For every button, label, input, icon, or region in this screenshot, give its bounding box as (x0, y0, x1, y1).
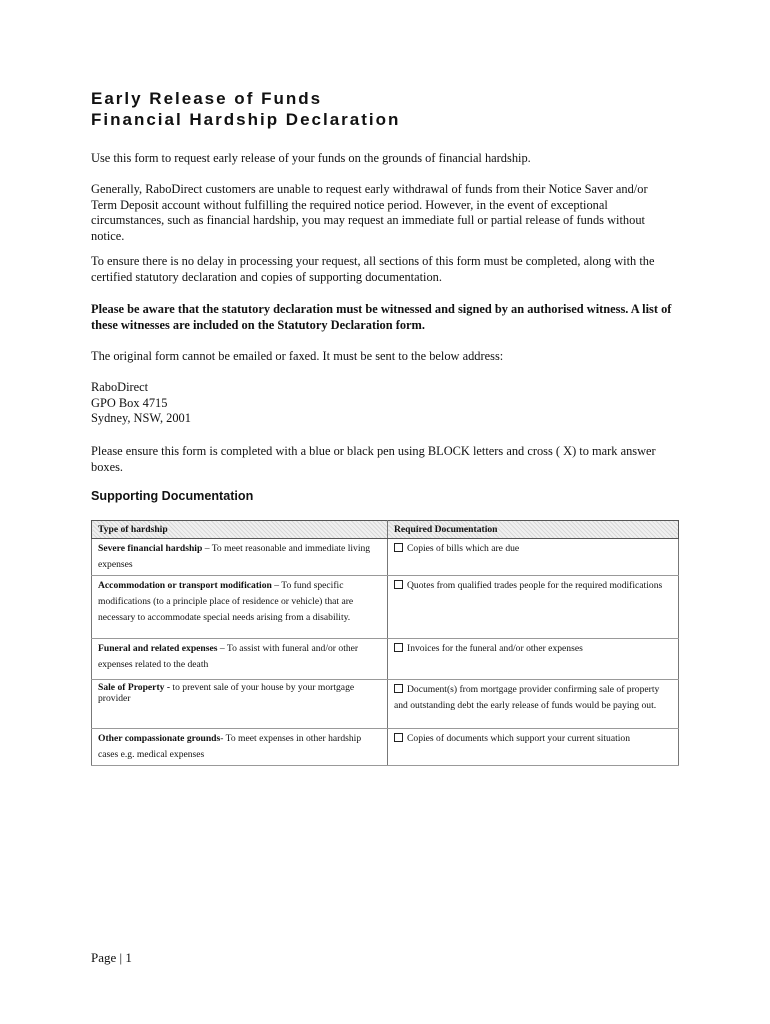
required-doc-cell (388, 680, 679, 729)
page-number: Page | 1 (91, 950, 132, 965)
title-line-2: Financial Hardship Declaration (91, 110, 401, 129)
required-doc-text: Quotes from qualified trades people for the required modifications (407, 580, 663, 591)
checkbox[interactable] (394, 684, 403, 693)
table-row (92, 576, 679, 639)
column-header-type: Type of hardship (92, 521, 388, 539)
checkbox[interactable] (394, 643, 403, 652)
address-line-2: GPO Box 4715 (91, 395, 168, 410)
table-row (92, 539, 679, 576)
hardship-type-cell (92, 539, 388, 576)
table-row (92, 639, 679, 680)
hardship-type-description: to prevent sale of your house by your mortgage provider (98, 682, 355, 704)
no-delay-paragraph: To ensure there is no delay in processing your request, all sections of this form must be completed, along with the certified statutory declaration and copies of supporting documentation. (91, 254, 655, 284)
hardship-type-name: Accommodation or transport modification (98, 580, 272, 591)
mailing-address (91, 380, 676, 427)
hardship-type-description: – To meet reasonable and immediate living expenses (98, 543, 371, 570)
hardship-type-cell (92, 680, 388, 729)
checkbox[interactable] (394, 733, 403, 742)
hardship-type-description: – To fund specific modifications (to a principle place of residence or vehicle) that are necessary to accommodate special needs arising from a disability. (98, 580, 354, 623)
hardship-type-description: - To meet expenses in other hardship cases e.g. medical expenses (98, 733, 362, 760)
intro-paragraph: Use this form to request early release of your funds on the grounds of financial hardship. (91, 151, 531, 165)
original-form-paragraph: The original form cannot be emailed or faxed. It must be sent to the below address: (91, 349, 504, 363)
pen-instructions-paragraph: Please ensure this form is completed with a blue or black pen using BLOCK letters and cross ( X) to mark answer boxes. (91, 444, 656, 474)
required-doc-text: Copies of bills which are due (407, 543, 520, 554)
title-line-1: Early Release of Funds (91, 89, 323, 108)
witness-notice-paragraph: Please be aware that the statutory declaration must be witnessed and signed by an authorised witness. A list of these witnesses are included on the Statutory Declaration form. (91, 302, 672, 332)
table-row (92, 680, 679, 729)
table-header-row (92, 521, 679, 539)
table-row (92, 729, 679, 766)
hardship-type-name: Other compassionate grounds (98, 733, 221, 744)
hardship-type-cell (92, 639, 388, 680)
page-title (91, 88, 400, 130)
column-header-docs: Required Documentation (388, 521, 679, 539)
supporting-documentation-heading: Supporting Documentation (91, 489, 254, 503)
checkbox[interactable] (394, 543, 403, 552)
required-doc-cell (388, 576, 679, 639)
required-doc-cell (388, 639, 679, 680)
address-line-1: RaboDirect (91, 380, 149, 394)
hardship-type-cell (92, 576, 388, 639)
hardship-type-name: Funeral and related expenses (98, 643, 218, 654)
supporting-documentation-table (91, 520, 679, 766)
hardship-type-name: Severe financial hardship (98, 543, 203, 554)
required-doc-cell (388, 729, 679, 766)
required-doc-text: Invoices for the funeral and/or other expenses (407, 643, 583, 654)
generally-paragraph: Generally, RaboDirect customers are unable to request early withdrawal of funds from their Notice Saver and/or Term Deposit account without fulfilling the required notice period. However, in the event of exceptional circumstances, such as financial hardship, you may request an immediate full or partial release of funds without notice. (91, 182, 648, 243)
hardship-type-description: – To assist with funeral and/or other expenses related to the death (98, 643, 359, 670)
hardship-type-cell (92, 729, 388, 766)
checkbox[interactable] (394, 580, 403, 589)
hardship-type-name: Sale of Property - (98, 682, 173, 693)
required-doc-cell (388, 539, 679, 576)
required-doc-text: Copies of documents which support your current situation (407, 733, 631, 744)
required-doc-text: Document(s) from mortgage provider confirming sale of property and outstanding debt the early release of funds would be paying out. (394, 684, 660, 711)
address-line-3: Sydney, NSW, 2001 (91, 411, 191, 425)
